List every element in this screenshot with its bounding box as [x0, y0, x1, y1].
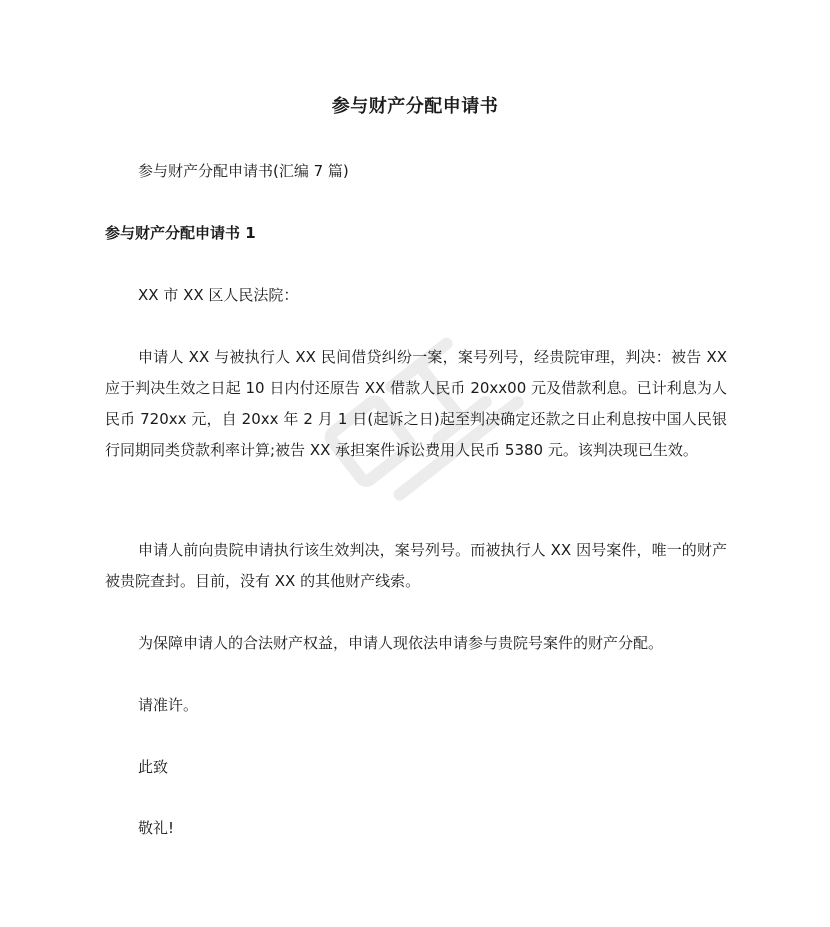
section-heading: 参与财产分配申请书 1: [105, 224, 256, 242]
paragraph-application: 为保障申请人的合法财产权益，申请人现依法申请参与贵院号案件的财产分配。: [138, 634, 664, 652]
closing-line-2: 敬礼!: [138, 819, 175, 837]
document-title: 参与财产分配申请书: [331, 96, 499, 117]
paragraph-facts: 申请人 XX 与被执行人 XX 民间借贷纠纷一案，案号列号，经贵院审理，判决：被告 XX 应于判决生效之日起 10 日内付还原告 XX 借款人民币 20xx00 元及借款利息。已计利息为人民币 720xx 元，自 20xx 年 2 月 1 日(起诉之日)起至判决确定还款之日止利息按中国人民银行同期同类贷款利率计算;被告 XX 承担案件诉讼费用人民币 5380 元。该判决现已生效。: [105, 348, 727, 459]
document-subtitle: 参与财产分配申请书(汇编 7 篇): [138, 162, 349, 180]
salutation: XX 市 XX 区人民法院：: [138, 286, 299, 304]
closing-line-1: 此致: [138, 758, 169, 776]
paragraph-execution: 申请人前向贵院申请执行该生效判决，案号列号。而被执行人 XX 因号案件，唯一的财产被贵院查封。目前，没有 XX 的其他财产线索。: [105, 541, 727, 590]
request-line: 请准许。: [138, 696, 199, 714]
